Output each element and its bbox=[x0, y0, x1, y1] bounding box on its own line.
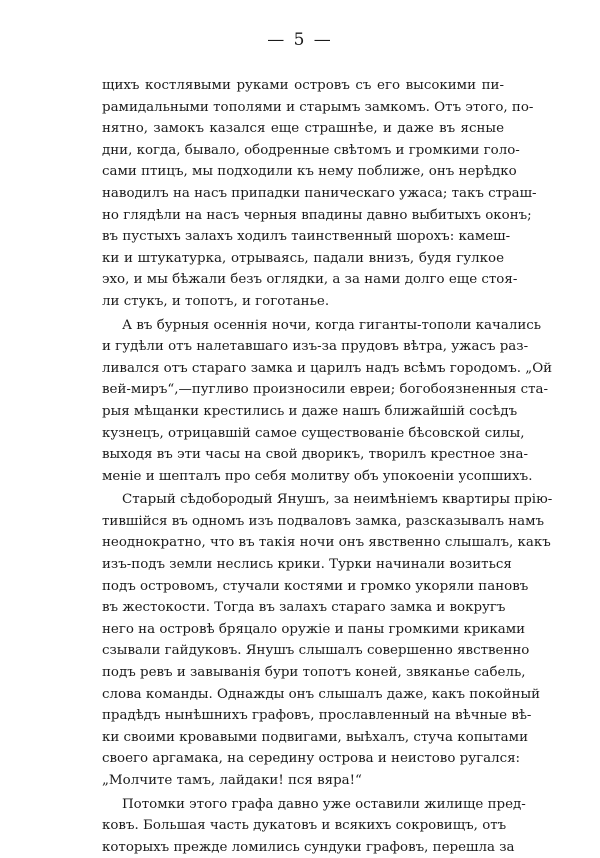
text-line: А въ бурныя осеннія ночи, когда гиганты-тополи качались bbox=[122, 317, 542, 333]
text-line: своего аргамака, на середину острова и неистово ругался: bbox=[102, 751, 521, 767]
text-line: неоднократно, что въ такія ночи онъ явственно слышалъ, какъ bbox=[102, 535, 551, 551]
text-line: и гудѣли отъ налетавшаго изъ-за прудовъ вѣтра, ужасъ раз- bbox=[102, 339, 529, 355]
paragraph bbox=[102, 794, 526, 858]
text-line: сзывали гайдуковъ. Янушъ слышалъ совершенно явственно bbox=[102, 643, 530, 659]
text-line: ковъ. Большая часть дукатовъ и всякихъ сокровищъ, отъ bbox=[102, 818, 507, 834]
text-line: нятно, замокъ казался еще страшнѣе, и даже въ ясные bbox=[102, 121, 504, 137]
text-line: ки своими кровавыми подвигами, выѣхалъ, стуча копытами bbox=[102, 729, 529, 745]
text-line: рыя мѣщанки крестились и даже нашъ ближайшій сосѣдъ bbox=[102, 403, 518, 419]
text-line: въ пустыхъ залахъ ходилъ таинственный шорохъ: камеш- bbox=[102, 229, 511, 245]
text-line: подъ островомъ, стучали костями и громко укоряли пановъ bbox=[102, 578, 529, 594]
text-line: него на островѣ бряцало оружіе и паны громкими криками bbox=[102, 621, 526, 637]
text-line: сами птицъ, мы подходили къ нему поближе, онъ нерѣдко bbox=[102, 164, 517, 180]
text-line: Потомки этого графа давно уже оставили жилище пред- bbox=[122, 796, 526, 812]
text-line: меніе и шепталъ про себя молитву объ упокоеніи усопшихъ. bbox=[102, 468, 533, 484]
text-line: рамидальными тополями и старымъ замкомъ. Отъ этого, по- bbox=[102, 99, 534, 115]
text-line: „Молчите тамъ, лайдаки! пся вяра!“ bbox=[102, 773, 362, 788]
text-line: подъ ревъ и завыванія бури топотъ коней, звяканье сабель, bbox=[102, 665, 526, 681]
text-line: щихъ костлявыми руками островъ съ его высокими пи- bbox=[102, 78, 504, 93]
text-line: въ жестокости. Тогда въ залахъ стараго замка и вокругъ bbox=[102, 600, 506, 616]
text-line: но глядѣли на насъ черныя впадины давно выбитыхъ оконъ; bbox=[102, 207, 532, 223]
text-line: слова команды. Однажды онъ слышалъ даже, какъ покойный bbox=[102, 686, 541, 702]
text-line: которыхъ прежде ломились сундуки графовъ, перешла за bbox=[102, 839, 515, 855]
text-line: кузнецъ, отрицавшій самое существованіе бѣсовской силы, bbox=[102, 425, 525, 441]
text-line: ки и штукатурка, отрываясь, падали внизъ, будя гулкое bbox=[102, 250, 504, 266]
paragraph bbox=[102, 489, 553, 791]
paragraph bbox=[102, 315, 553, 488]
text-line: ливался отъ стараго замка и царилъ надъ всѣмъ городомъ. „Ой bbox=[102, 360, 553, 376]
text-line: выходя въ эти часы на свой дворикъ, творилъ крестное зна- bbox=[102, 447, 529, 463]
text-line: вей-миръ“,—пугливо произносили евреи; богобоязненныя ста- bbox=[102, 382, 549, 398]
page-number: — 5 — bbox=[267, 30, 333, 50]
text-body bbox=[102, 75, 553, 858]
text-line: прадѣдъ нынѣшнихъ графовъ, прославленный на вѣчные вѣ- bbox=[102, 708, 532, 724]
text-line: Старый сѣдобородый Янушъ, за неимѣніемъ квартиры прію- bbox=[122, 492, 553, 508]
paragraph bbox=[102, 75, 537, 313]
text-line: наводилъ на насъ припадки паническаго ужаса; такъ страш- bbox=[102, 185, 537, 201]
text-line: ли стукъ, и топотъ, и гоготанье. bbox=[102, 293, 330, 309]
text-line: тившійся въ одномъ изъ подваловъ замка, разсказывалъ намъ bbox=[102, 513, 545, 529]
text-line: эхо, и мы бѣжали безъ оглядки, а за нами долго еще стоя- bbox=[102, 272, 518, 288]
text-line: дни, когда, бывало, ободренные свѣтомъ и громкими голо- bbox=[102, 142, 520, 158]
text-line: изъ-подъ земли неслись крики. Турки начинали возиться bbox=[102, 557, 512, 573]
